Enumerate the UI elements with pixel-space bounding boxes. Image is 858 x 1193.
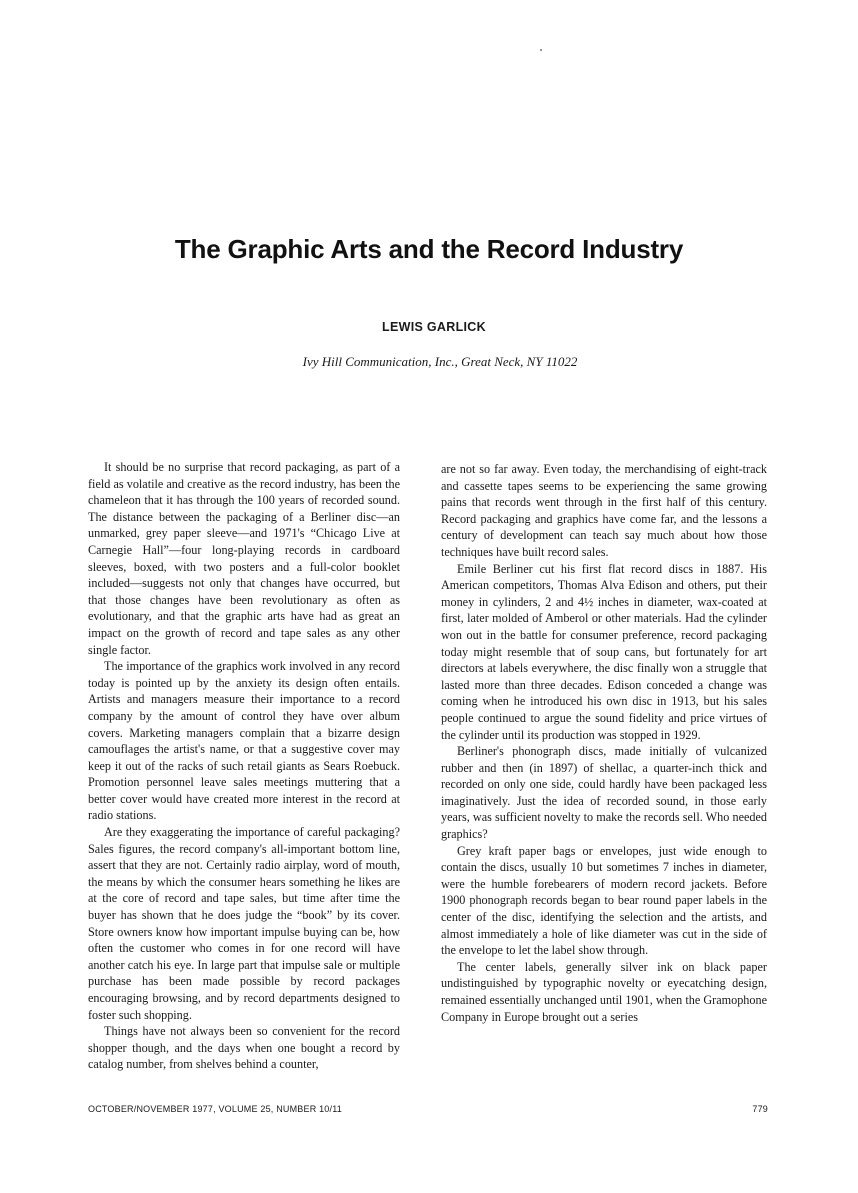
body-paragraph: Things have not always been so convenient for the record shopper though, and the days when one bought a record by catalog number, from shelves behind a counter,	[88, 1024, 400, 1072]
page-number: 779	[752, 1104, 768, 1114]
article-author: LEWIS GARLICK	[382, 320, 486, 334]
body-paragraph: Emile Berliner cut his first flat record discs in 1887. His American competitors, Thomas Alva Edison and others, put their money in cylinders, 2 and 4½ inches in diameter, wax-coated at first, later molded of Amberol or other materials. Had the cylinder won out in the battle for consumer preference, record packaging today might resemble that of soup cans, but fortunately for art directors at labels everywhere, the disc finally won a struggle that lasted more than three decades. Edison conceded a change was coming when he introduced his own disc in 1913, but his sales people continued to argue the sound fidelity and price virtues of the cylinder until its production was stopped in 1929.	[441, 561, 767, 742]
body-paragraph: It should be no surprise that record packaging, as part of a field as volatile and creative as the record industry, has been the chameleon that it has through the 100 years of recorded sound. The distance between the packaging of a Berliner disc—an unmarked, grey paper sleeve—and 1971's “Chicago Live at Carnegie Hall”—four long-playing records in cardboard sleeves, boxed, with two posters and a full-color booklet included—suggests not only that changes have occurred, but that those changes have been revolutionary as often as evolutionary, and that the graphic arts have had as great an impact on the growth of record and tape sales as any other single factor.	[88, 460, 400, 657]
body-paragraph: Are they exaggerating the importance of careful packaging? Sales figures, the record company's all-important bottom line, assert that they are not. Certainly radio airplay, word of mouth, the means by which the consumer hears something he likes are at the core of record and tape sales, but time after time the buyer has shown that he does judge the “book” by its cover. Store owners know how important impulse buying can be, how often the customer who comes in for one record will have another catch his eye. In large part that impulse sale or multiple purchase has been made possible by record packages encouraging browsing, and by record departments designed to foster such shopping.	[88, 825, 400, 1022]
journal-citation: OCTOBER/NOVEMBER 1977, VOLUME 25, NUMBER 10/11	[88, 1104, 342, 1114]
body-paragraph: Grey kraft paper bags or envelopes, just wide enough to contain the discs, usually 10 but sometimes 7 inches in diameter, were the humble forebearers of modern record jackets. Before 1900 phonograph records began to bear round paper labels in the center of the disc, identifying the selection and the artists, and almost immediately a hole of like diameter was cut in the side of the envelope to let the label show through.	[441, 843, 767, 958]
body-paragraph: Berliner's phonograph discs, made initially of vulcanized rubber and then (in 1897) of shellac, a quarter-inch thick and recorded on only one side, could hardly have been packaged less imaginatively. Just the idea of recorded sound, in those early years, was sufficient novelty to make the records sell. Who needed graphics?	[441, 744, 767, 842]
author-affiliation: Ivy Hill Communication, Inc., Great Neck, NY 11022	[302, 354, 578, 369]
body-paragraph-continued: are not so far away. Even today, the merchandising of eight-track and cassette tapes seems to be experiencing the same growing pains that records went through in the first half of this century. Record packaging and graphics have come far, and the lessons a century of development can teach say much about how those techniques have built record sales.	[441, 462, 767, 559]
body-paragraph: The importance of the graphics work involved in any record today is pointed up by the anxiety its design often entails. Artists and managers measure their importance to a record company by the amount of control they have over album covers. Marketing managers complain that a bizarre design camouflages the artist's name, or that a suggestive cover may keep it out of the racks of such retail giants as Sears Roebuck. Promotion personnel leave sales meetings muttering that a better cover would have created more interest in the record at radio stations.	[88, 659, 400, 823]
article-title: The Graphic Arts and the Record Industry	[174, 234, 684, 264]
body-column-right	[441, 461, 767, 1025]
body-paragraph: The center labels, generally silver ink on black paper undistinguished by typographic novelty or eyecatching design, remained essentially unchanged until 1901, when the Gramophone Company in Europe brought out a series	[441, 959, 767, 1024]
body-column-left	[88, 459, 400, 1073]
scan-speck	[540, 49, 542, 51]
